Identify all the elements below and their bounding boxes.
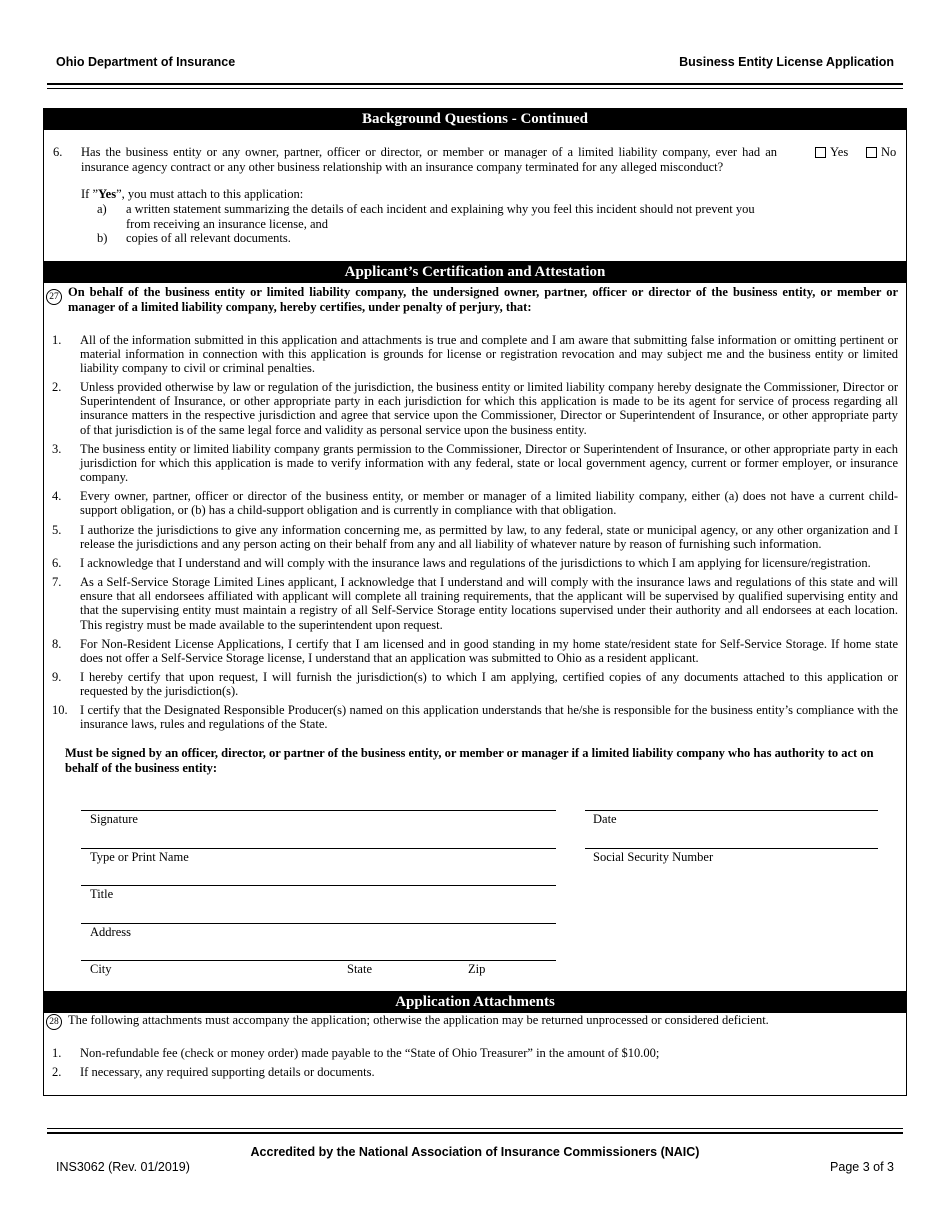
question-number: 6. xyxy=(53,145,63,159)
signature-label: Signature xyxy=(90,812,138,826)
city-label: City xyxy=(90,962,112,976)
checkbox-box[interactable] xyxy=(866,147,877,158)
footer-rule-thin xyxy=(47,1128,903,1129)
certification-item: Unless provided otherwise by law or regulation of the jurisdiction, the business entity or limited liability company hereby designate the Commissioner, Director or Superintendent of Insurance, or other appropriate party in each jurisdiction for which this application is made to be its agent for service of process regarding all insurance matters in the respective jurisdiction and agree that service upon the Commissioner, Director or Superintendent of Insurance, or other appropriate party of that jurisdiction is of the same legal force and validity as personal service upon the business entity. xyxy=(80,380,898,437)
certification-item: I certify that the Designated Responsible Producer(s) named on this application understands that he/she is responsible for the business entity’s compliance with the insurance laws, rules and regulations of the State. xyxy=(80,703,898,732)
item-number: 9. xyxy=(52,670,62,684)
field-number-badge: 27 xyxy=(46,289,62,305)
if-yes-suffix: ”, you must attach to this application: xyxy=(116,187,304,201)
checkbox-box[interactable] xyxy=(815,147,826,158)
title-label: Title xyxy=(90,887,114,901)
item-number: 1. xyxy=(52,1046,62,1060)
yes-checkbox[interactable] xyxy=(815,145,848,160)
sub-text: a written statement summarizing the details of each incident and explaining why you feel this incident should not prevent you from receiving an insurance license, and xyxy=(126,202,755,231)
attachments-intro: The following attachments must accompany the application; otherwise the application may be returned unprocessed or considered deficient. xyxy=(68,1013,769,1027)
certification-intro: On behalf of the business entity or limited liability company, the undersigned owner, partner, officer or director of the business entity, or member or manager of a limited liability company, hereby certifies, under penalty of perjury, that: xyxy=(68,285,898,314)
header-rule-thin xyxy=(47,88,903,89)
if-yes-bold: Yes xyxy=(98,187,117,201)
item-number: 5. xyxy=(52,523,62,537)
signature-instruction: Must be signed by an officer, director, or partner of the business entity, or member or manager if a limited liability company who has authority to act on behalf of the business entity: xyxy=(65,746,874,775)
footer-rule xyxy=(47,1132,903,1134)
date-label: Date xyxy=(593,812,617,826)
certification-item: All of the information submitted in this application and attachments is true and complete and I am aware that submitting false information or omitting pertinent or material information in connection with this application is grounds for license or registration revocation and may subject me and the business entity or limited liability company to civil or criminal penalties. xyxy=(80,333,898,376)
header-rule xyxy=(47,83,903,85)
item-number: 1. xyxy=(52,333,62,347)
sub-text: copies of all relevant documents. xyxy=(126,231,291,245)
footer-accreditation: Accredited by the National Association of Insurance Commissioners (NAIC) xyxy=(250,1145,700,1159)
form-id: INS3062 (Rev. 01/2019) xyxy=(56,1160,190,1174)
item-number: 4. xyxy=(52,489,62,503)
certification-item: Every owner, partner, officer or director of the business entity, or member or manager of a limited liability company, either (a) does not have a current child-support obligation, or (b) has a child-support obligation and is currently in compliance with that obligation. xyxy=(80,489,898,518)
print-name-label: Type or Print Name xyxy=(90,850,189,864)
title-field[interactable] xyxy=(81,885,556,886)
item-number: 7. xyxy=(52,575,62,589)
certification-item: As a Self-Service Storage Limited Lines applicant, I acknowledge that I understand and will comply with the insurance laws and regulations of this state and will ensure that all endorsees affiliated with applicant will complete all training requirements, that the applicant will be supervised by qualified supervising entity and that the supervising entity must maintain a registry of all Self-Service Storage entity locations supervised under their authority and all endorsees at each location. This registry must be made available to the superintendent upon request. xyxy=(80,575,898,632)
field-number-badge: 28 xyxy=(46,1014,62,1030)
sub-label: b) xyxy=(97,231,108,245)
no-label: No xyxy=(881,145,897,159)
section-title-attachments: Application Attachments xyxy=(43,991,907,1013)
if-yes-prefix: If ” xyxy=(81,187,98,201)
ssn-label: Social Security Number xyxy=(593,850,714,864)
item-number: 8. xyxy=(52,637,62,651)
item-number: 6. xyxy=(52,556,62,570)
section-title-certification: Applicant’s Certification and Attestation xyxy=(43,261,907,283)
header-agency: Ohio Department of Insurance xyxy=(56,55,236,69)
if-yes-instruction xyxy=(81,187,303,202)
address-field[interactable] xyxy=(81,923,556,924)
item-number: 2. xyxy=(52,1065,62,1079)
date-field[interactable] xyxy=(585,810,878,811)
state-label: State xyxy=(347,962,372,976)
section-title-background: Background Questions - Continued xyxy=(43,108,907,130)
sub-label: a) xyxy=(97,202,107,216)
no-checkbox[interactable] xyxy=(866,145,896,160)
item-number: 3. xyxy=(52,442,62,456)
ssn-field[interactable] xyxy=(585,848,878,849)
signature-field[interactable] xyxy=(81,810,556,811)
city-state-zip-field[interactable] xyxy=(81,960,556,961)
certification-item: I authorize the jurisdictions to give any information concerning me, as permitted by law, to any federal, state or municipal agency, or any other organization and I release the jurisdictions and any person acting on their behalf from any and all liability of whatever nature by reason of furnishing such information. xyxy=(80,523,898,552)
page-number: Page 3 of 3 xyxy=(830,1160,894,1174)
zip-label: Zip xyxy=(468,962,486,976)
certification-item: The business entity or limited liability company grants permission to the Commissioner, Director or Superintendent of Insurance, or other appropriate party in each jurisdiction for which this application is made to verify information with any federal, state or local government agency, current or former employer, or insurance company. xyxy=(80,442,898,485)
item-number: 2. xyxy=(52,380,62,394)
address-label: Address xyxy=(90,925,131,939)
header-form-title: Business Entity License Application xyxy=(679,55,894,69)
question-text: Has the business entity or any owner, partner, officer or director, or member or manager of a limited liability company, ever had an insurance agency contract or any other business relationship with an insurance company terminated for any alleged misconduct? xyxy=(81,145,777,174)
attachment-item: Non-refundable fee (check or money order) made payable to the “State of Ohio Treasurer” in the amount of $10.00; xyxy=(80,1046,660,1060)
yes-label: Yes xyxy=(830,145,849,159)
item-number: 10. xyxy=(52,703,68,717)
certification-item: I acknowledge that I understand and will comply with the insurance laws and regulations of the jurisdictions to which I am applying for licensure/registration. xyxy=(80,556,871,570)
certification-item: For Non-Resident License Applications, I certify that I am licensed and in good standing in my home state/resident state for Self-Service Storage. If home state does not offer a Self-Service Storage license, I understand that an application was submitted to Ohio as a resident applicant. xyxy=(80,637,898,666)
attachment-item: If necessary, any required supporting details or documents. xyxy=(80,1065,375,1079)
print-name-field[interactable] xyxy=(81,848,556,849)
certification-item: I hereby certify that upon request, I will furnish the jurisdiction(s) to which I am applying, certified copies of any documents attached to this application or requested by the jurisdiction(s). xyxy=(80,670,898,699)
